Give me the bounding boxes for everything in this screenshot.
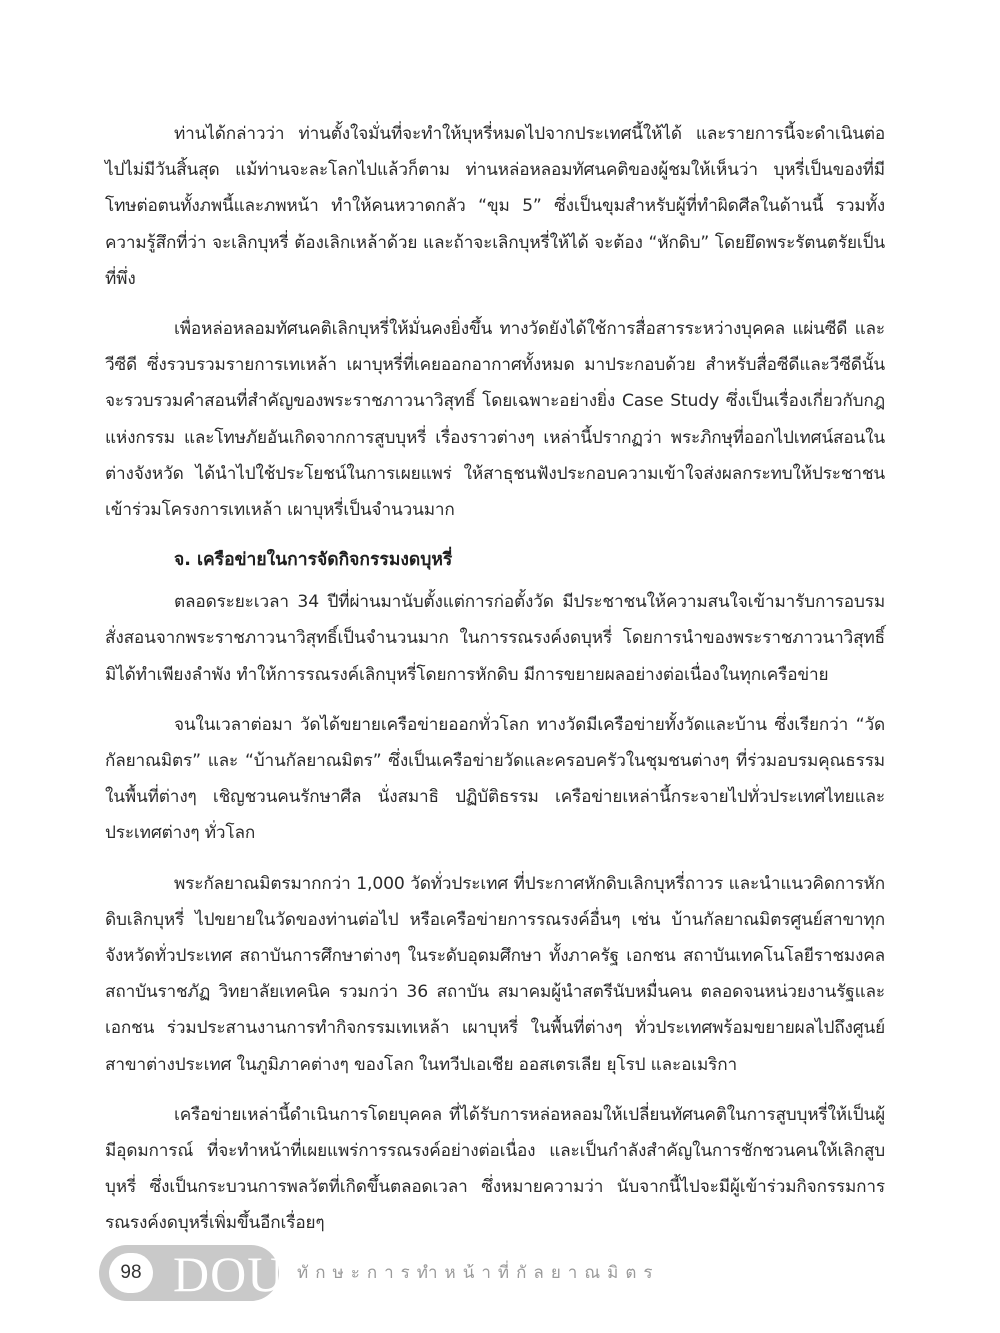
body-paragraph-5: พระกัลยาณมิตรมากกว่า 1,000 วัดทั่วประเทศ ที่ประกาศหักดิบเลิกบุหรี่ถาวร และนำแนวคิดการหักดิบเลิกบุหรี่ ไปขยายในวัดของท่านต่อไป หรือเครือข่ายการรณรงค์อื่นๆ เช่น บ้านกัลยาณมิตรศูนย์สาขาทุกจังหวัดทั่วประเทศ สถาบันการศึกษาต่างๆ ในระดับอุดมศึกษา ทั้งภาครัฐ เอกชน สถาบันเทคโนโลยีราชมงคล สถาบันราชภัฏ วิทยาลัยเทคนิค รวมกว่า 36 สถาบัน สมาคมผู้นำสตรีนับหมื่นคน ตลอดจนหน่วยงานรัฐและเอกชน ร่วมประสานงานการทำกิจกรรมเทเหล้า เผาบุหรี่ ในพื้นที่ต่างๆ ทั่วประเทศพร้อมขยายผลไปถึงศูนย์สาขาต่างประเทศ ในภูมิภาคต่างๆ ของโลก ในทวีปเอเชีย ออสเตรเลีย ยุโรป และอเมริกา <box>105 873 885 1075</box>
body-paragraph-6: เครือข่ายเหล่านี้ดำเนินการโดยบุคคล ที่ได้รับการหล่อหลอมให้เปลี่ยนทัศนคติในการสูบบุหรี่ให้เป็นผู้มีอุดมการณ์ ที่จะทำหน้าที่เผยแพร่การรณรงค์อย่างต่อเนื่อง และเป็นกำลังสำคัญในการชักชวนคนให้เลิกสูบบุหรี่ ซึ่งเป็นกระบวนการพลวัตที่เกิดขึ้นตลอดเวลา ซึ่งหมายความว่า นับจากนี้ไปจะมีผู้เข้าร่วมกิจกรรมการรณรงค์งดบุหรี่เพิ่มขึ้นอีกเรื่อยๆ <box>105 1104 885 1234</box>
body-paragraph-4: จนในเวลาต่อมา วัดได้ขยายเครือข่ายออกทั่วโลก ทางวัดมีเครือข่ายทั้งวัดและบ้าน ซึ่งเรียกว่า “วัดกัลยาณมิตร” และ “บ้านกัลยาณมิตร” ซึ่งเป็นเครือข่ายวัดและครอบครัวในชุมชนต่างๆ ที่ร่วมอบรมคุณธรรมในพื้นที่ต่างๆ เชิญชวนคนรักษาศีล นั่งสมาธิ ปฏิบัติธรรม เครือข่ายเหล่านี้กระจายไปทั่วประเทศไทยและประเทศต่างๆ ทั่วโลก <box>105 714 885 844</box>
page-number: 98 <box>109 1253 153 1293</box>
footer-badge <box>99 1245 285 1302</box>
body-paragraph-2: เพื่อหล่อหลอมทัศนคติเลิกบุหรี่ให้มั่นคงยิ่งขึ้น ทางวัดยังได้ใช้การสื่อสารระหว่างบุคคล แผ่นซีดี และวีซีดี ซึ่งรวบรวมรายการเทเหล้า เผาบุหรี่ที่เคยออกอากาศทั้งหมด มาประกอบด้วย สำหรับสื่อซีดีและวีซีดีนั้น จะรวบรวมคำสอนที่สำคัญของพระราชภาวนาวิสุทธิ์ โดยเฉพาะอย่างยิ่ง Case Study ซึ่งเป็นเรื่องเกี่ยวกับกฎแห่งกรรม และโทษภัยอันเกิดจากการสูบบุหรี่ เรื่องราวต่างๆ เหล่านี้ปรากฏว่า พระภิกษุที่ออกไปเทศน์สอนในต่างจังหวัด ได้นำไปใช้ประโยชน์ในการเผยแพร่ ให้สาธุชนฟังประกอบความเข้าใจส่งผลกระทบให้ประชาชนเข้าร่วมโครงการเทเหล้า เผาบุหรี่เป็นจำนวนมาก <box>105 319 885 521</box>
book-title: ทักษะการทำหน้าที่กัลยาณมิตร <box>297 1263 660 1283</box>
body-paragraph-3: ตลอดระยะเวลา 34 ปีที่ผ่านมานับตั้งแต่การก่อตั้งวัด มีประชาชนให้ความสนใจเข้ามารับการอบรมสั่งสอนจากพระราชภาวนาวิสุทธิ์เป็นจำนวนมาก ในการรณรงค์งดบุหรี่ โดยการนำของพระราชภาวนาวิสุทธิ์มิได้ทำเพียงลำพัง ทำให้การรณรงค์เลิกบุหรี่โดยการหักดิบ มีการขยายผลอย่างต่อเนื่องในทุกเครือข่าย <box>105 592 885 685</box>
page-body <box>105 116 885 1256</box>
page-footer <box>99 1245 899 1301</box>
section-heading: จ. เครือข่ายในการจัดกิจกรรมงดบุหรี่ <box>174 550 453 571</box>
dou-logo: DOU <box>173 1246 285 1302</box>
body-paragraph-1: ท่านได้กล่าวว่า ท่านตั้งใจมั่นที่จะทำให้บุหรี่หมดไปจากประเทศนี้ให้ได้ และรายการนี้จะดำเนินต่อไปไม่มีวันสิ้นสุด แม้ท่านจะละโลกไปแล้วก็ตาม ท่านหล่อหลอมทัศนคติของผู้ชมให้เห็นว่า บุหรี่เป็นของที่มีโทษต่อตนทั้งภพนี้และภพหน้า ทำให้คนหวาดกลัว “ขุม 5” ซึ่งเป็นขุมสำหรับผู้ที่ทำผิดศีลในด้านนี้ รวมทั้งความรู้สึกที่ว่า จะเลิกบุหรี่ ต้องเลิกเหล้าด้วย และถ้าจะเลิกบุหรี่ให้ได้ จะต้อง “หักดิบ” โดยยึดพระรัตนตรัยเป็นที่พึ่ง <box>105 124 885 289</box>
